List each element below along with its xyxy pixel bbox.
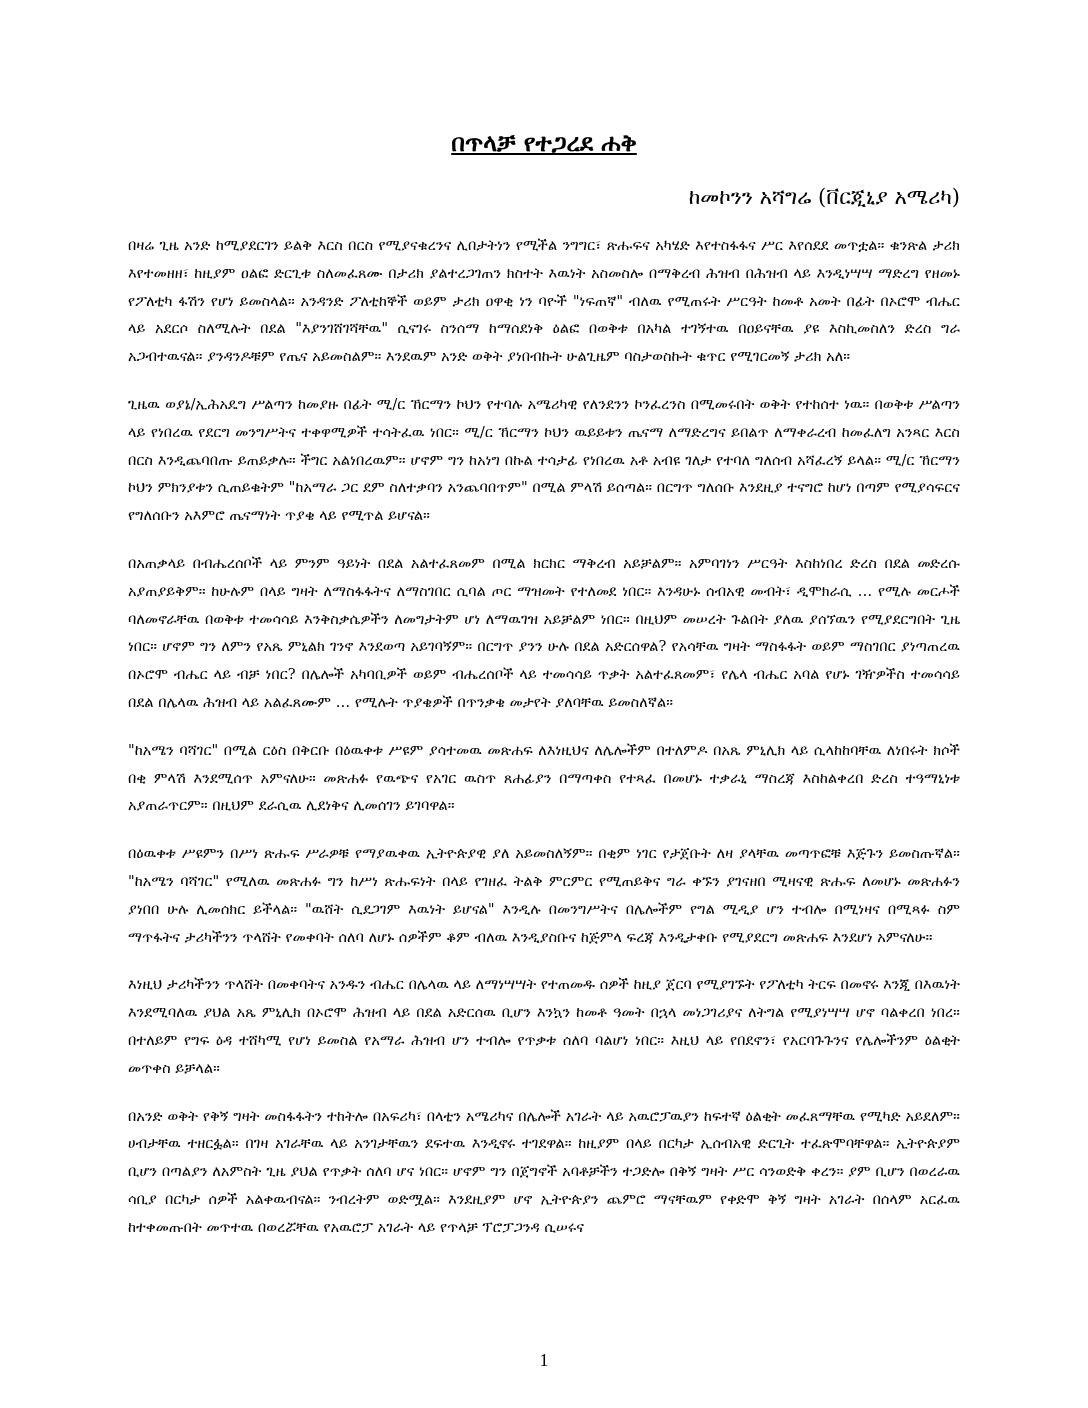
paragraph: እነዚህ ታሪካችንን ጥላሸት በመቀባትና አንዱን ብሔር በሌላዉ ላይ ለማነሣሣት የተጠመዱ ሰዎች ከዚያ ጀርባ የሚያገኙት የፖለቲካ ትርፍ በመኖሩ እንጂ በእዉነት እንደሚባለዉ ያህል አጼ ምኒሊክ በኦሮሞ ሕዝብ ላይ በደል አድርሰዉ ቢሆን እንኳን ከመቶ ዓመት በኋላ መነጋገሪያና ለትግል የሚያነሣሣ ሆኖ ባልቀረበ ነበረ። በተለይም የግፍ ዕዳ ተሸካሚ የሆነ ይመስል የአማራ ሕዝብ ሆን ተብሎ የጥቃቱ ሰለባ ባልሆነ ነበር። እዚህ ላይ የበደኖን፣ የአርባጉጉንና የሌሎችንም ዕልቂት መጥቀስ ይቻላል። bbox=[128, 976, 960, 1077]
page-number: 1 bbox=[539, 1350, 549, 1370]
paragraph: በአንድ ወቅት የቅኝ ግዛት መስፋፋትን ተከትሎ በአፍሪካ፣ በላቲን አሜሪካና በሌሎች አገራት ላይ አዉሮፓዉያን ከፍተኛ ዕልቂት መፈጸማቸዉ የሚካድ አይደለም። ሀብታቸዉ ተዘርፏል። በገዛ አገራቸዉ ላይ አንገታቸዉን ደፍተዉ እንዲኖሩ ተገደዋል። ከዚያም በላይ በርካታ ኢሰብአዊ ድርጊት ተፈጽሞባቸዋል። ኢትዮጵያም ቢሆን በጣልያን ለአምስት ጊዜ ያህል የጥቃት ሰለባ ሆና ነበር። ሆኖም ግን በጀግኖች አባቶቻችን ተጋድሎ በቅኝ ግዛት ሥር ሳንወድቅ ቀረን። ያም ቢሆን በወረራዉ ሳቢያ በርካታ ሰዎች አልቀዉብናል። ንብረትም ወድሟል። እንደዚያም ሆኖ ኢትዮጵያን ጨምሮ ማናቸዉም የቀድሞ ቅኝ ግዛት አገራት በሰላም አርፈዉ ከተቀመጡበት መጥተዉ በወረሯቸዉ የአዉሮፓ አገራት ላይ የጥላቻ ፕሮፓጋንዳ ሲሠሩና bbox=[128, 1107, 960, 1236]
paragraph: በአጠቃላይ በብሔረሰቦች ላይ ምንም ዓይነት በደል አልተፈጸመም በሚል ክርክር ማቅረብ አይቻልም። አምባገነን ሥርዓት እስከነበረ ድረስ በደል መድረሱ አያጠያይቅም። ከሁሉም በላይ ግዛት ለማስፋፋትና ለማስገበር ሲባል ጦር ማዝመት የተለመደ ነበር። እንዳሁኑ ሰብአዊ መብት፣ ዲሞክራሲ … የሚሉ መርሖች ባለመኖራቸዉ በወቅቱ ተመሳሳይ እንቅስቃሴዎችን ለመግታትም ሆነ ለማዉገዝ አይቻልም ነበር። በዚህም መሠረት ጉልበት ያለዉ ያሰኘዉን የሚያደርግበት ጊዜ ነበር። ሆኖም ግን ለምን የአጼ ምኒልክ ገንኖ እንደወጣ አይገባኝም። በርግጥ ያንን ሁሉ በደል አድርሰዋል? የአሳቸዉ ግዛት ማስፋፋት ወይም ማስገበር ያነጣጠረዉ በኦሮሞ ብሔር ላይ ብቻ ነበር? በሌሎች አካባቢዎች ወይም ብሔረሰቦች ላይ ተመሳሳይ ጥቃት አልተፈጸመም፣ የሌላ ብሔር አባል የሆኑ ገዥዎችስ ተመሳሳይ በደል በሌላዉ ሕዝብ ላይ አልፈጸሙም … የሚሉት ጥያቄዎች በጥንቃቄ መታየት ያለባቸዉ ይመስለኛል። bbox=[128, 554, 960, 711]
document-body bbox=[128, 232, 960, 1262]
paragraph: በዛሬ ጊዜ አንድ ከሚያደርገን ይልቅ እርስ በርስ የሚያናቁረንና ሊበታትነን የሚችል ንግግር፣ ጽሑፍና አካሄድ እየተስፋፋና ሥር እየሰደደ መጥቷል። ቁንጽል ታሪክ እየተመዘዘ፣ ከዚያም ዐልፎ ድርጊቱ ስለመፈጸሙ በታሪክ ያልተረጋገጠን ክስተት እዉነት አስመስሎ በማቅረብ ሕዝብ በሕዝብ ላይ እንዲነሣሣ ማድረግ የዘመኑ የፖለቲካ ፋሽን የሆነ ይመስላል። አንዳንድ ፖለቲከኞች ወይም ታሪክ ዐዋቂ ነን ባዮች "ነፍጠኛ" ብለዉ የሚጠሩት ሥርዓት ከመቶ አመት በፊት በኦሮሞ ብሔር ላይ አደርሶ ስለሚሉት በደል "እያንገሸገሻቸዉ" ሲናገሩ ስንሰማ ከማሰደነቅ ዕልፎ በወቅቱ በአካል ተገኝተዉ በዐይናቸዉ ያዩ እስኪመስለን ድረስ ግራ አጋብተዉናል። ያንዳንዶቹም የጤና አይመስልም። እንደዉም አንድ ወቅት ያነበብኩት ሁልጊዜም ባስታወስኩት ቁጥር የሚገርመኝ ታሪክ አለ። bbox=[128, 237, 960, 366]
author-byline: ከመኮንን አሻግሬ (ቨርጂኒያ አሜሪካ) bbox=[688, 185, 960, 209]
document-title: በጥላቻ የተጋረደ ሐቅ bbox=[451, 128, 637, 157]
paragraph: በዕዉቀቱ ሥዩምን በሥነ ጽሑፍ ሥራዎቹ የማያዉቀዉ ኢትዮጵያዊ ያለ አይመስለኝም። በቂም ነገር የታጀቡት ለዛ ያላቸዉ መጣጥፎቹ እጅጉን ይመስጡኛል። "ከአሜን ባሻገር" የሚለዉ መጽሐፉ ግን ከሥነ ጽሑፍነት በላይ የገዘፈ ትልቅ ምርምር የሚጠይቅና ግራ ቀኙን ያገናዘበ ሚዛናዊ ጽሑፍ ለመሆኑ መጽሐፉን ያነበበ ሁሉ ሊመሰክር ይችላል። "ዉሸት ሲደጋገም እዉነት ይሆናል" እንዲሉ በመንግሥትና በሌሎችም የግል ሚዲያ ሆን ተብሎ በሚነዛና በሚጻፉ ስም ማጥፋትና ታሪካችንን ጥላሸት የመቀባት ሰለባ ለሆኑ ሰዎችም ቆም ብለዉ እንዲያስቡና ከጅምላ ፍረጃ እንዲታቀቡ የሚያደርግ መጽሐፍ እንደሆነ አምናለሁ። bbox=[128, 845, 960, 946]
paragraph: ጊዜዉ ወያኔ/ኢሕአዴግ ሥልጣን ከመያዙ በፊት ሚ/ር ኸርማን ኮህን የተባሉ አሜሪካዊ የለንደንን ኮንፈረንስ በሚመሩበት ወቅት የተከሰተ ነዉ። በወቅቱ ሥልጣን ላይ የነበረዉ የደርግ መንግሥትና ተቀዋሚዎች ተሳትፈዉ ነበር። ሚ/ር ኸርማን ኮህን ዉይይቱን ጤናማ ለማድረግና ይበልጥ ለማቀራረብ ከመፈለግ አንጻር እርስ በርስ እንዲጨባበጡ ይጠይቃሉ። ችግር አልነበረዉም። ሆኖም ግን ከአነግ በኩል ተሳታፊ የነበረዉ አቶ አብዩ ገለታ የተባለ ግለሰብ አሻፈረኝ ይላል። ሚ/ር ኸርማን ኮህን ምክንያቱን ሲጠይቁትም "ከአማራ ጋር ደም ስለተቃባን አንጨባበጥም" በሚል ምላሽ ይሰጣል። በርግጥ ግለሰቡ እንደዚያ ተናግሮ ከሆነ በጣም የሚያሳፍርና የግለሰቡን አእምሮ ጤናማነት ጥያቄ ላይ የሚጥል ይሆናል። bbox=[128, 395, 960, 525]
paragraph: "ከአሜን ባሻገር" በሚል ርዕስ በቅርቡ በዕዉቀቱ ሥዩም ያሳተመዉ መጽሐፍ ለእነዚህና ለሌሎችም በተለምዶ በአጼ ምኒሊክ ላይ ሲላከከባቸዉ ለነበሩት ክሶች በቂ ምላሽ እንደሚሰጥ አምናለሁ። መጽሐፉ የዉጭና የአገር ዉስጥ ጸሐፊያን በማጣቀስ የተጻፈ በመሆኑ ተቃራኒ ማስረጃ እስከልቀረበ ድረስ ተዓማኒነቱ አያጠራጥርም። በዚህም ደራሲዉ ሊደነቅና ሊመሰገን ይገባዋል። bbox=[128, 741, 960, 815]
